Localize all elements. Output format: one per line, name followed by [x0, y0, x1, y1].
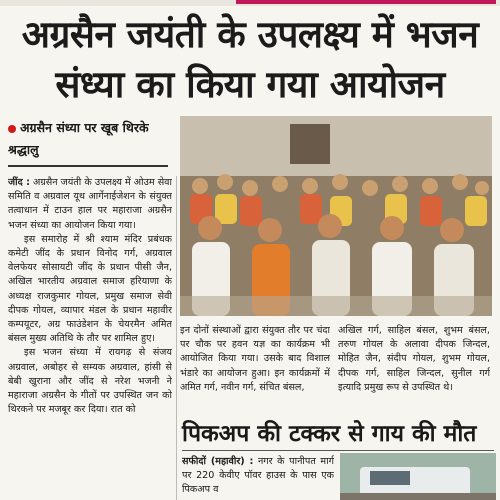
accident-photo — [340, 453, 496, 500]
article-column-3: अखिल गर्ग, साहिल बंसल, शुभम बंसल, तरुण गोयल के अलावा दीपक जिन्दल, मोहित जैन, संदीप गोयल, शुभम गोयल, दीपक गर्ग, साहिल जिन्दल, सुनील गर्ग इत्यादि प्रमुख रूप से उपस्थित थे। — [338, 325, 490, 393]
dateline: जींद : — [8, 177, 30, 188]
accent-strip — [236, 0, 496, 4]
subhead-underline — [8, 165, 168, 167]
subhead-line-2: श्रद्धालु — [8, 142, 39, 157]
main-headline — [6, 10, 494, 110]
article-para-1: अग्रसैन जयंती के उपलक्ष्य में ओउम सेवा समिति व अग्रवाल यूथ आर्गेनाईजेशन के संयुक्त तत्वाधान में टाउन हाल पर महाराजा अग्रसैन भजन संध्या का आयोजन किया गया। — [8, 177, 172, 231]
article-column-1 — [8, 176, 172, 500]
headline-line-2: संध्या का किया गया आयोजन — [55, 63, 445, 106]
article-column-2: इन दोनों संस्थाओं द्वारा संयुक्त तौर पर चंदा पर चौक पर हवन यज्ञ का कार्यक्रम भी आयोजित किया गया। उसके बाद विशाल भंडारे का आयोजन हुआ। इन कार्यक्रमों में अमित गर्ग, नवीन गर्ग, संचित बंसल, — [180, 325, 330, 393]
subheadline — [8, 117, 180, 161]
headline-line-1: अग्रसैन जयंती के उपलक्ष्य में भजन — [21, 13, 479, 56]
headline-rule — [182, 450, 494, 451]
subhead-line-1: अग्रसैन संध्या पर खूब थिरके — [20, 120, 149, 135]
event-photo-illustration — [180, 116, 492, 316]
bullet-icon — [8, 125, 16, 133]
page-top-bar — [0, 0, 500, 6]
article-para-3: इस भजन संध्या में रायगढ़ से संजय अग्रवाल, अबोहर से सम्यक अग्रवाल, हांसी से बेबी खुराना और जींद से नरेश भजनी ने महाराजा अग्रसैन के गीतों पर उपस्थित जन को थिरकने पर मजबूर कर दिया। रात को — [8, 347, 172, 416]
story2-dateline: सफीदों (महावीर) : — [182, 456, 254, 467]
story2-text — [182, 455, 334, 500]
secondary-headline: पिकअप की टक्कर से गाय की मौत — [182, 421, 477, 447]
story2-body: नगर के पानीपत मार्ग पर 220 केवीए पॉवर हाउस के पास एक पिकअप व — [182, 456, 334, 496]
event-photo — [180, 116, 492, 316]
article-para-2: इस समारोह में श्री श्याम मंदिर प्रबंधक कमेटी जींद के प्रधान विनोद गर्ग, अग्रवाल वेलफेयर सोसायटी जींद के प्रधान पीसी जैन, अखिल भारतीय अग्रवाल समाज हरियाणा के अध्यक्ष राजकुमार गोयल, प्रमुख समाज सेवी दीपक गोयल, व्यापार मंडल के प्रधान महावीर कम्पयूटर, अग्र फाउंडेशन के चेयरमैन अमित बंसल मुख्य अतिथि के तौर पर शामिल हुए। — [8, 233, 172, 345]
accident-photo-illustration — [340, 453, 496, 500]
column-divider — [176, 176, 177, 500]
